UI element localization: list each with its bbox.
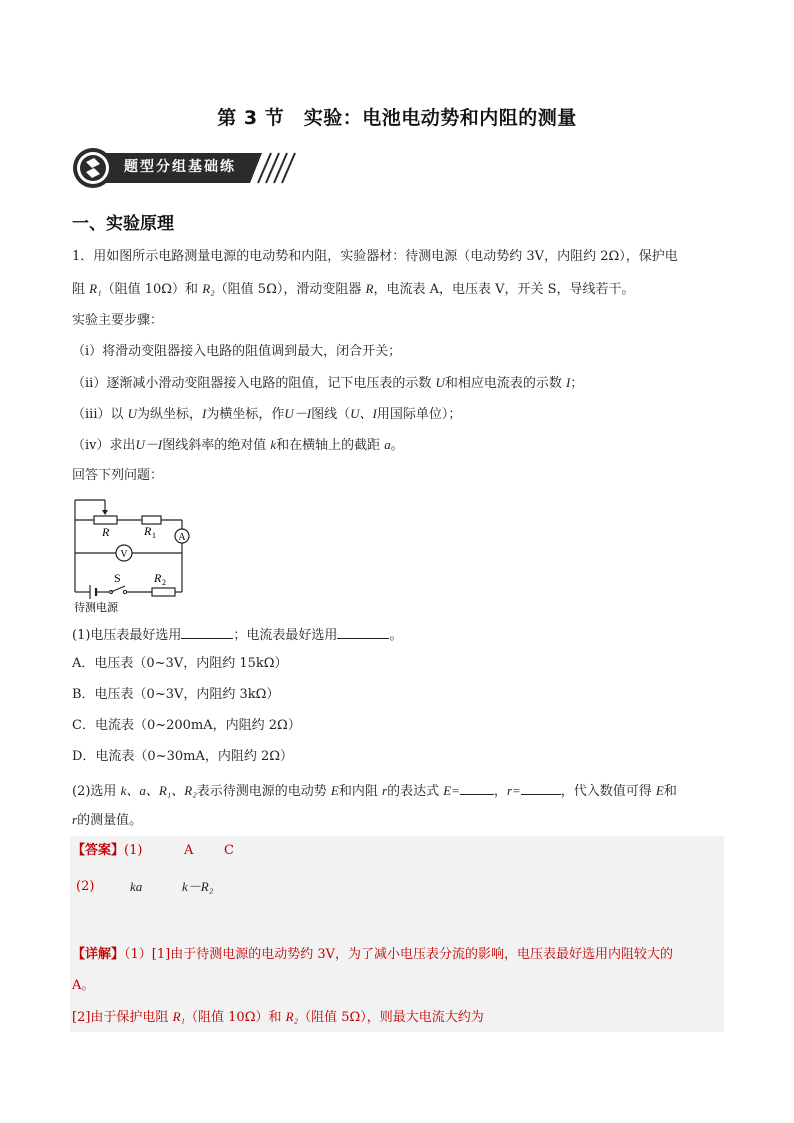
symbol-r2: R₂ bbox=[202, 281, 215, 296]
label-r: R bbox=[102, 525, 110, 539]
text: ；电流表最好选用 bbox=[233, 628, 338, 643]
option-b: B．电压表（0~3V，内阻约 3kΩ） bbox=[72, 687, 280, 702]
question-line-2 bbox=[72, 280, 635, 299]
detail-text: （1）[1]由于待测电源的电动势约 3V，为了减小电压表分流的影响，电压表最好选用内阻较大的 bbox=[124, 947, 673, 962]
symbol-r2: R₂ bbox=[285, 1009, 299, 1024]
section-banner bbox=[72, 147, 297, 189]
answer-part-1: (1) bbox=[124, 843, 143, 858]
detail-tag: 【详解】 bbox=[72, 947, 125, 962]
text: 为横坐标，作 bbox=[206, 407, 285, 422]
answer-blank[interactable] bbox=[337, 624, 389, 639]
banner-label: 题型分组基础练 bbox=[124, 159, 236, 175]
option-a: A．电压表（0~3V，内阻约 15kΩ） bbox=[72, 656, 288, 671]
voltmeter-label: V bbox=[120, 549, 128, 560]
sub-question-2 bbox=[72, 780, 677, 801]
label-r1: R bbox=[144, 524, 152, 538]
answer-1a: A bbox=[184, 843, 194, 858]
symbol-u: U bbox=[127, 406, 137, 421]
step-4 bbox=[72, 436, 404, 455]
step-2 bbox=[72, 374, 583, 393]
option-c: C．电流表（0~200mA，内阻约 2Ω） bbox=[72, 718, 301, 733]
steps-label: 实验主要步骤： bbox=[72, 313, 164, 328]
symbol-ui: U－I bbox=[135, 437, 163, 452]
resistor-r1 bbox=[142, 516, 161, 524]
answer-tag: 【答案】 bbox=[72, 843, 125, 858]
symbol-a: a bbox=[384, 437, 391, 452]
sub-question-2-cont bbox=[72, 811, 142, 830]
detail-line-1-end: A。 bbox=[72, 978, 95, 993]
symbol-k: k bbox=[270, 437, 277, 452]
text: （阻值 10Ω）和 bbox=[101, 282, 203, 297]
text: ； bbox=[570, 376, 584, 391]
answer-blank[interactable] bbox=[460, 780, 494, 795]
text: (2)选用 bbox=[72, 784, 121, 799]
section-heading: 一、实验原理 bbox=[72, 214, 174, 234]
prompt: 回答下列问题： bbox=[72, 468, 164, 483]
symbol-u: U bbox=[435, 375, 445, 390]
answer-line-1 bbox=[72, 842, 142, 860]
text: （ii）逐渐减小滑动变阻器接入电路的阻值，记下电压表的示数 bbox=[72, 376, 436, 391]
text: 的测量值。 bbox=[77, 813, 143, 828]
switch-contact bbox=[123, 590, 126, 593]
text: 。 bbox=[389, 628, 403, 643]
step-3 bbox=[72, 405, 461, 424]
symbol-vars: k、a、R₁、R₂ bbox=[120, 783, 197, 798]
resistor-r bbox=[94, 516, 117, 524]
text: （阻值 10Ω）和 bbox=[185, 1010, 286, 1025]
text: 表示待测电源的电动势 bbox=[196, 784, 331, 799]
symbol-r1: R₁ bbox=[172, 1009, 186, 1024]
answer-blank[interactable] bbox=[521, 780, 561, 795]
text: 的表达式 bbox=[387, 784, 444, 799]
symbol-e: E bbox=[655, 783, 664, 798]
switch-blade bbox=[111, 586, 125, 592]
text: ，代入数值可得 bbox=[560, 784, 656, 799]
answer-2-ka: ka bbox=[130, 879, 143, 894]
text: 和相应电流表的示数 bbox=[444, 376, 566, 391]
symbol-ui-pair: U、I bbox=[350, 406, 377, 421]
symbol-r1: R₁ bbox=[89, 281, 102, 296]
option-d: D．电流表（0~30mA，内阻约 2Ω） bbox=[72, 749, 294, 764]
ammeter-label: A bbox=[178, 532, 186, 543]
detail-line-2 bbox=[72, 1008, 484, 1027]
text: 为纵坐标， bbox=[137, 407, 203, 422]
symbol-ui: U－I bbox=[284, 406, 312, 421]
text: （阻值 5Ω），则最大电流大约为 bbox=[298, 1010, 484, 1025]
text: 和在横轴上的截距 bbox=[276, 438, 385, 453]
label-source: 待测电源 bbox=[74, 601, 118, 614]
text: (1)电压表最好选用 bbox=[72, 628, 182, 643]
label-r2: R bbox=[154, 571, 162, 585]
text: 图线斜率的绝对值 bbox=[162, 438, 271, 453]
text: 用国际单位）； bbox=[376, 407, 462, 422]
symbol-r: R bbox=[365, 281, 374, 296]
text: 阻 bbox=[72, 282, 90, 297]
symbol-i: I bbox=[202, 406, 207, 421]
label-r1-sub: 1 bbox=[152, 531, 156, 540]
text: 图线（ bbox=[311, 407, 351, 422]
answer-box bbox=[70, 836, 724, 1032]
text: （阻值 5Ω），滑动变阻器 bbox=[214, 282, 366, 297]
text: （iii）以 bbox=[72, 407, 128, 422]
question-line-1: 1．用如图所示电路测量电源的电动势和内阻，实验器材：待测电源（电动势约 3V，内阻约 2Ω），保护电 bbox=[72, 249, 678, 264]
answer-blank[interactable] bbox=[181, 624, 233, 639]
symbol-e: E bbox=[330, 783, 339, 798]
text: [2]由于保护电阻 bbox=[72, 1010, 173, 1025]
text: （iv）求出 bbox=[72, 438, 136, 453]
detail-line-1 bbox=[72, 946, 673, 964]
symbol-r-eq: r= bbox=[506, 783, 521, 798]
symbol-e-eq: E= bbox=[443, 783, 460, 798]
answer-1c: C bbox=[224, 843, 234, 858]
symbol-r-small: r bbox=[72, 812, 78, 827]
text: 和 bbox=[663, 784, 677, 799]
symbol-r-small: r bbox=[382, 783, 388, 798]
step-1: （i）将滑动变阻器接入电路的阻值调到最大，闭合开关； bbox=[72, 344, 402, 359]
text: 。 bbox=[390, 438, 404, 453]
text: ，电流表 A，电压表 V，开关 S，导线若干。 bbox=[373, 282, 635, 297]
resistor-r2 bbox=[152, 588, 175, 596]
answer-2-expr: k－R₂ bbox=[182, 879, 214, 894]
sub-question-1 bbox=[72, 624, 402, 645]
answer-part-2: (2) bbox=[76, 879, 95, 894]
slider-arrow-icon bbox=[102, 510, 108, 515]
page-title: 第 3 节 实验：电池电动势和内阻的测量 bbox=[217, 107, 577, 129]
symbol-i: I bbox=[565, 375, 571, 390]
circuit-diagram bbox=[70, 492, 200, 618]
label-r2-sub: 2 bbox=[162, 578, 166, 587]
text: 和内阻 bbox=[338, 784, 382, 799]
text: ， bbox=[493, 784, 507, 799]
label-s: S bbox=[114, 571, 121, 585]
